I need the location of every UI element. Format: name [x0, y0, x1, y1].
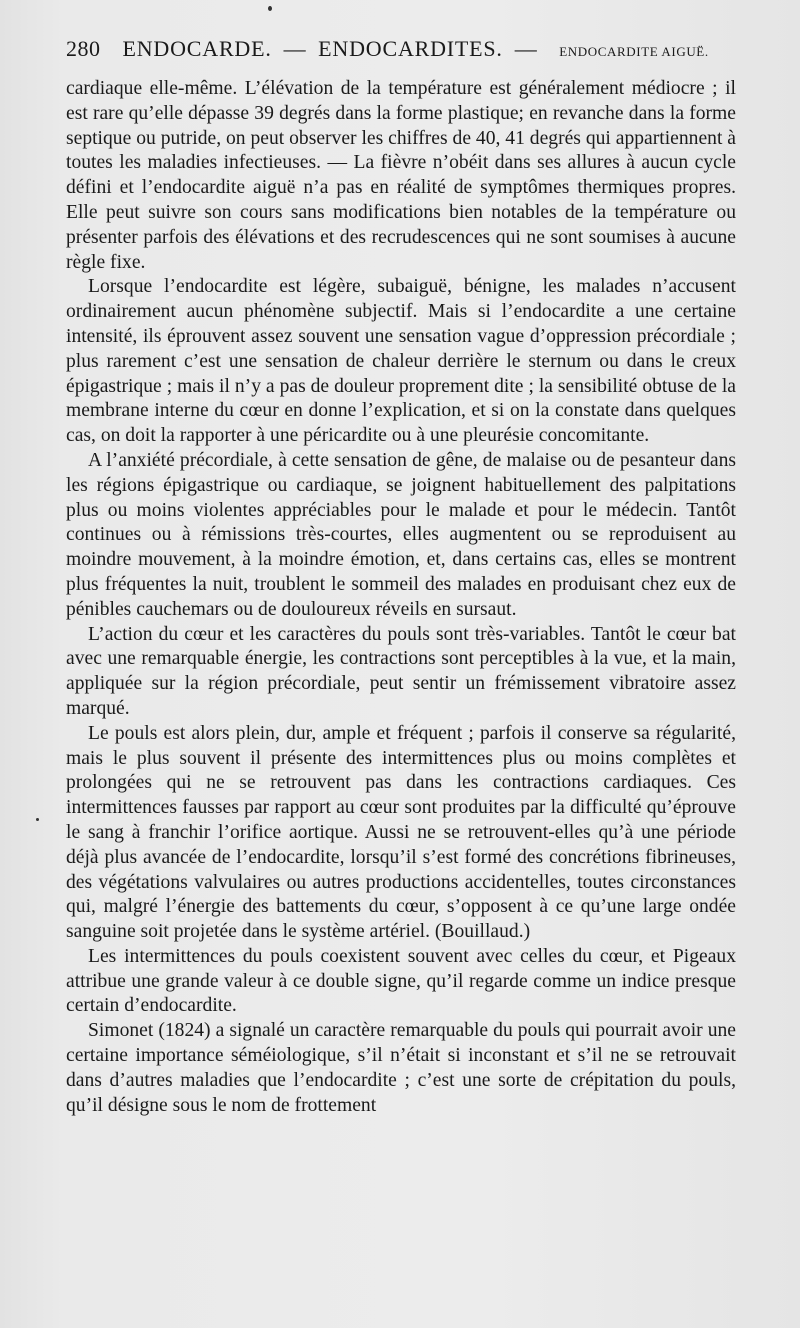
ink-speck: [268, 6, 272, 11]
paragraph: Lorsque l’endocardite est légère, subaiguë, bénigne, les malades n’accusent ordinairement aucun phénomène subjectif. Mais si l’endocardite a une certaine intensité, ils éprouvent assez souvent une sensation vague d’oppression précordiale ; plus rarement c’est une sensation de chaleur derrière le sternum ou dans le creux épigastrique ; mais il n’y a pas de douleur proprement dite ; la sensibilité obtuse de la membrane interne du cœur en donne l’explication, et si on la constate dans quelques cas, on doit la rapporter à une péricardite ou à une pleurésie concomitante.: [66, 276, 736, 447]
page-number: 280: [66, 36, 101, 61]
paragraph: L’action du cœur et les caractères du pouls sont très-variables. Tantôt le cœur bat avec une remarquable énergie, les contractions sont perceptibles à la vue, et la main, appliquée sur la région précordiale, peut sentir un frémissement vibratoire assez marqué.: [66, 623, 736, 719]
paragraph: cardiaque elle-même. L’élévation de la température est généralement médiocre ; il est rare qu’elle dépasse 39 degrés dans la forme plastique; en revanche dans la forme septique ou putride, on peut observer les chiffres de 40, 41 degrés qui appartiennent à toutes les maladies infectieuses. — La fièvre n’obéit dans ses allures à aucun cycle défini et l’endocardite aiguë n’a pas en réalité de symptômes thermiques propres. Elle peut suivre son cours sans modifications bien notables de la température ou présenter parfois des élévations et des recrudescences qui ne sont soumises à aucune règle fixe.: [66, 78, 736, 273]
header-title-endocarde: ENDOCARDE.: [122, 36, 272, 61]
header-separator: —: [283, 36, 307, 61]
paragraph: A l’anxiété précordiale, à cette sensation de gêne, de malaise ou de pesanteur dans les régions épigastrique ou cardiaque, se joignent habituellement des palpitations plus ou moins violentes appréciables pour le malade et pour le médecin. Tantôt continues ou à rémissions très-courtes, elles augmentent ou se reproduisent au moindre mouvement, à la moindre émotion, et, dans certains cas, elles se montrent plus fréquentes la nuit, troublent le sommeil des malades en produisant chez eux de pénibles cauchemars ou de douloureux réveils en sursaut.: [66, 449, 736, 620]
header-separator: —: [514, 36, 538, 61]
body-text: [66, 77, 736, 1118]
paragraph: Les intermittences du pouls coexistent souvent avec celles du cœur, et Pigeaux attribue une grande valeur à ce double signe, qu’il regarde comme un indice presque certain d’endocardite.: [66, 945, 736, 1017]
header-title-endocardites: ENDOCARDITES.: [318, 36, 503, 61]
header-section: ENDOCARDITE AIGUË.: [559, 44, 709, 59]
running-header: [66, 36, 746, 66]
paragraph: Simonet (1824) a signalé un caractère remarquable du pouls qui pourrait avoir une certaine importance séméiologique, s’il n’était si inconstant et s’il ne se retrouvait dans d’autres maladies que l’endocardite ; c’est une sorte de crépitation du pouls, qu’il désigne sous le nom de frottement: [66, 1020, 736, 1116]
paragraph: Le pouls est alors plein, dur, ample et fréquent ; parfois il conserve sa régularité, mais le plus souvent il présente des intermittences plus ou moins complètes et prolongées qui ne se retrouvent pas dans les contractions cardiaques. Ces intermittences fausses par rapport au cœur sont produites par la difficulté qu’éprouve le sang à franchir l’orifice aortique. Aussi ne se retrouvent-elles qu’à une période déjà plus avancée de l’endocardite, lorsqu’il s’est formé des concrétions fibrineuses, des végétations valvulaires ou autres productions accidentelles, toutes circonstances qui, malgré l’énergie des battements du cœur, s’opposent à ce qu’une large ondée sanguine soit projetée dans le système artériel. (Bouillaud.): [66, 722, 736, 943]
ink-speck: [36, 818, 39, 821]
